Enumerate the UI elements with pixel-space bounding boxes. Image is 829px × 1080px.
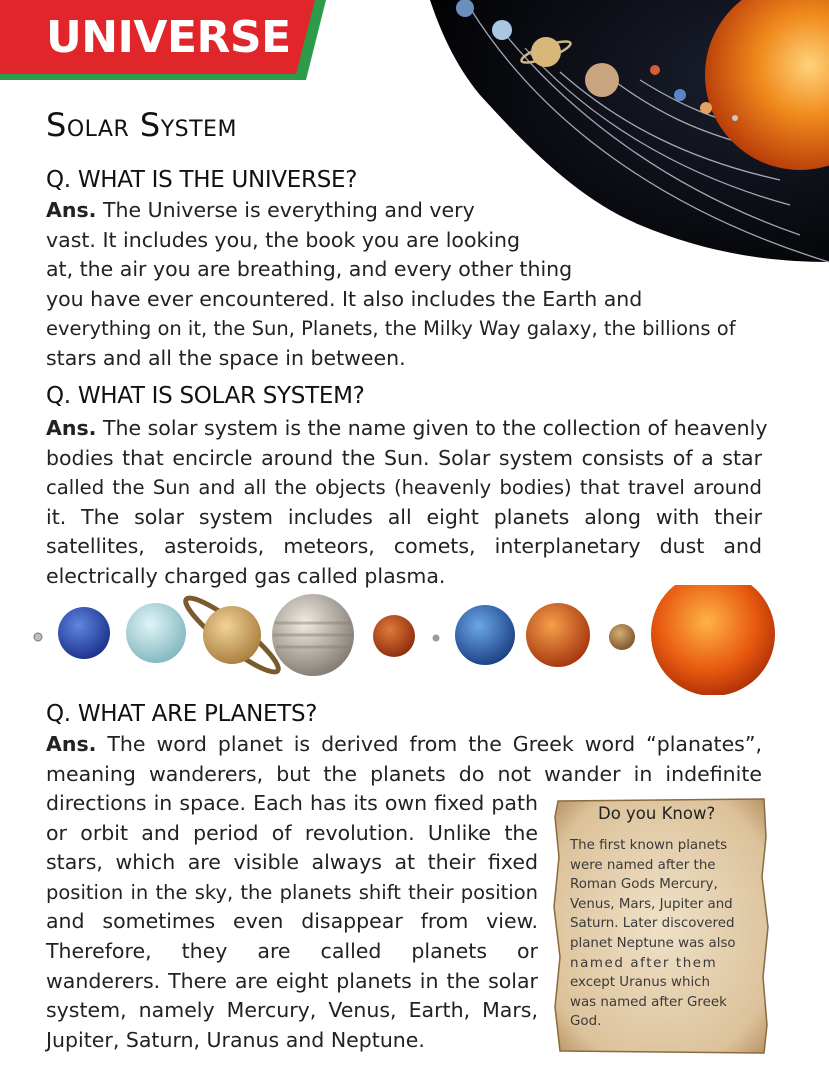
text-line: God. [570,1014,602,1030]
text-line: was named after Greek [570,994,727,1010]
chapter-title: UNIVERSE [46,12,291,63]
text-line: satellites, asteroids, meteors, comets, interplanetary dust and [46,534,762,559]
answer-label: Ans. [46,198,97,222]
text-line: planet Neptune was also [570,935,736,951]
question-heading: Q. WHAT IS SOLAR SYSTEM? [46,383,365,409]
text-line: position in the sky, the planets shift their position [46,880,538,904]
text-line: were named after the [570,857,716,873]
text-line: vast. It includes you, the book you are looking [46,227,521,252]
text-line: wanderers. There are eight planets in the solar [46,968,538,993]
text-line: stars, which are visible always at their fixed [46,850,538,875]
text-line: at, the air you are breathing, and every other thing [46,257,573,282]
text-line: everything on it, the Sun, Planets, the Milky Way galaxy, the billions of [46,317,736,341]
text-line: The first known planets [570,838,728,853]
text-line: directions in space. Each has its own fixed path [46,791,538,815]
question-heading: Q. WHAT IS THE UNIVERSE? [46,167,358,193]
text-line: system, namely Mercury, Venus, Earth, Mars, [46,998,538,1023]
answer-paragraph [46,196,736,374]
text-line: The Universe is everything and very [96,198,475,222]
text-line: electrically charged gas called plasma. [46,563,446,588]
text-line: bodies that encircle around the Sun. Solar system consists of a star [46,445,762,470]
section-subtitle: Solar System [46,106,237,144]
text-line: Jupiter, Saturn, Uranus and Neptune. [46,1027,425,1052]
do-you-know-title: Do you Know? [598,804,716,823]
text-line: called the Sun and all the objects (heavenly bodies) that travel around [46,476,762,500]
text-line: Saturn. Later discovered [570,916,735,932]
answer-label: Ans. [46,416,97,440]
text-line: The word planet is derived from the Greek word “planates”, [96,732,762,756]
question-heading: Q. WHAT ARE PLANETS? [46,701,318,727]
text-line: The solar system is the name given to the collection of heavenly [96,416,768,440]
text-line: meaning wanderers, but the planets do not wander in indefinite [46,761,762,786]
answer-paragraph [46,730,762,789]
do-you-know-body [570,836,756,1032]
text-line: except Uranus which [570,975,711,991]
text-line: or orbit and period of revolution. Unlike the [46,820,538,845]
text-line: you have ever encountered. It also includes the Earth and [46,286,643,311]
answer-paragraph-continued [46,789,538,1055]
answer-paragraph [46,414,768,592]
text-line: Therefore, they are called planets or [46,938,538,963]
text-line: Venus, Mars, Jupiter and [570,896,733,912]
text-line: Roman Gods Mercury, [570,877,718,893]
text-line: named after them [570,955,718,971]
text-line: it. The solar system includes all eight planets along with their [46,504,762,529]
answer-label: Ans. [46,732,97,756]
planets-lineup-illustration [0,585,829,695]
text-line: stars and all the space in between. [46,345,406,370]
text-line: and sometimes even disappear from view. [46,909,538,934]
